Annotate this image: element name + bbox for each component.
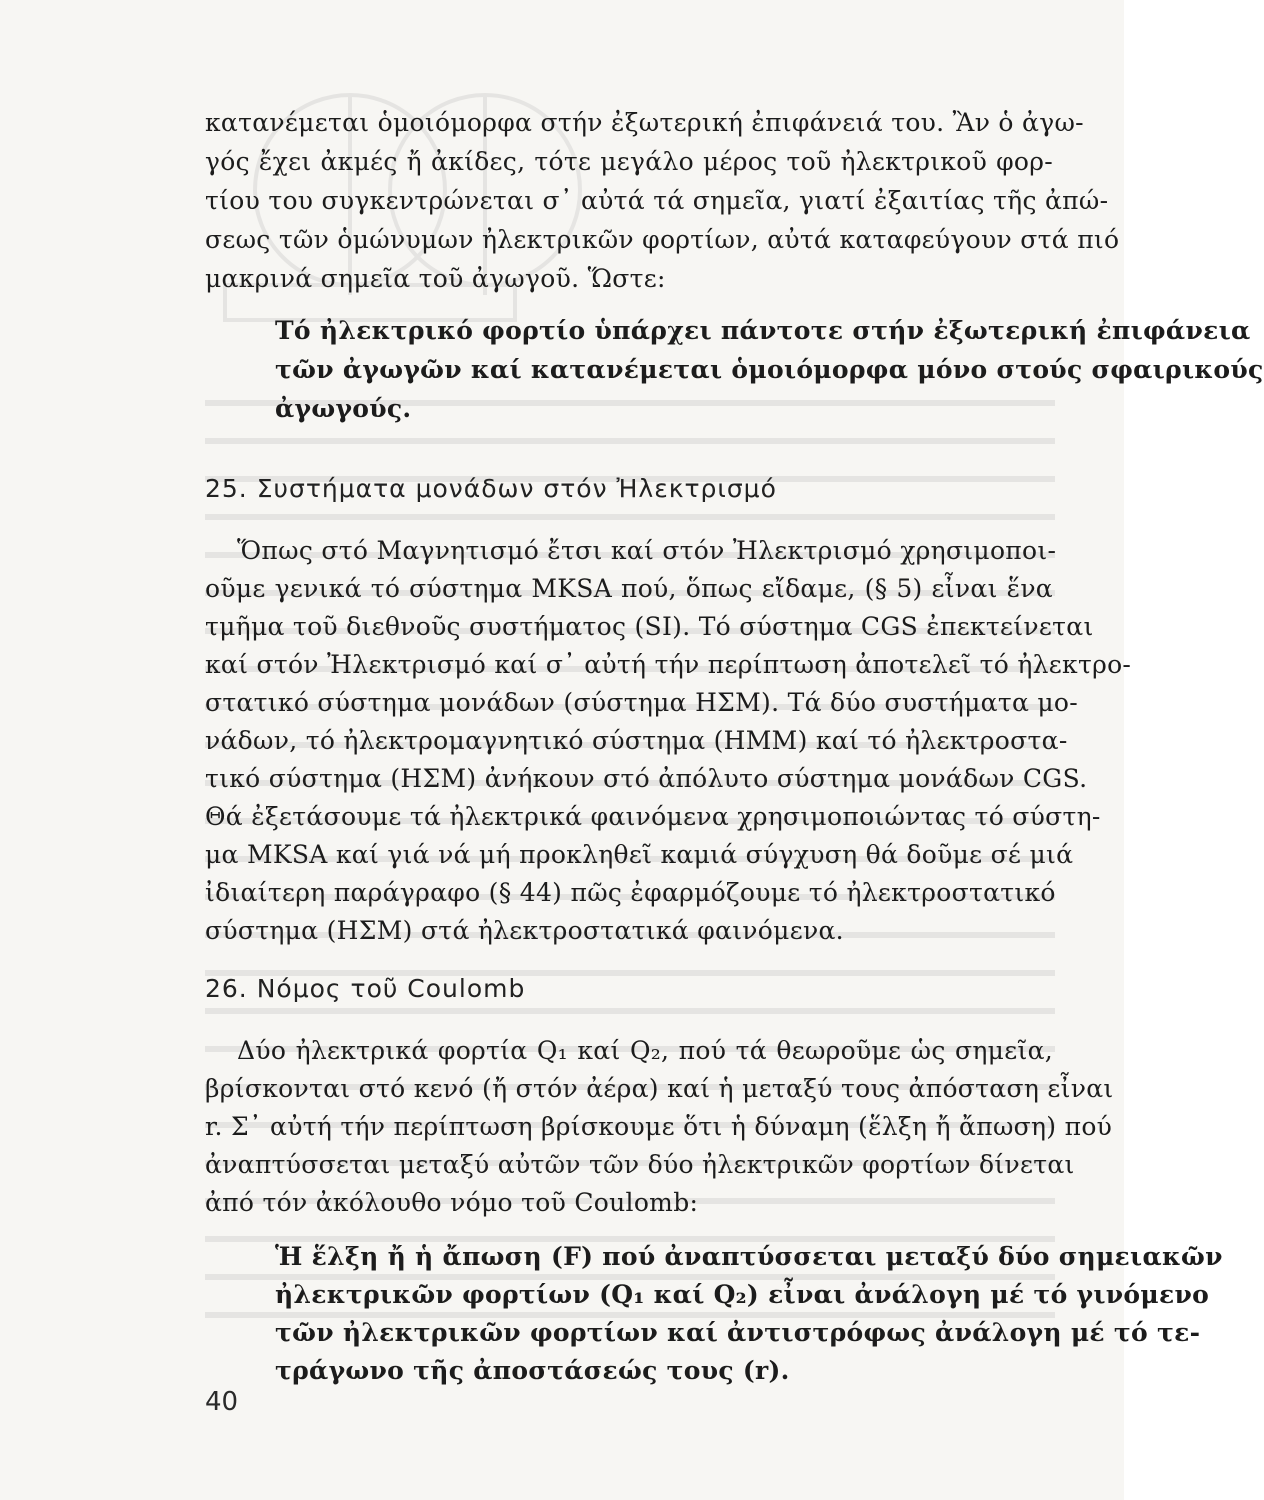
page-number: 40	[205, 1387, 239, 1417]
body-text-line: τμῆμα τοῦ διεθνοῦς συστήματος (SI). Τό σύστημα CGS ἐπεκτείνεται	[205, 612, 1094, 641]
rule-statement-line: τράγωνο τῆς ἀποστάσεώς τους (r).	[275, 1356, 790, 1385]
rule-statement-line: τῶν ἀγωγῶν καί κατανέμεται ὁμοιόμορφα μόνο στούς σφαιρικούς	[275, 355, 1264, 384]
body-text-line: οῦμε γενικά τό σύστημα MKSA πού, ὅπως εἴδαμε, (§ 5) εἶναι ἕνα	[205, 574, 1053, 603]
body-text-line: ἀπό τόν ἀκόλουθο νόμο τοῦ Coulomb:	[205, 1188, 699, 1217]
body-text-line: τικό σύστημα (ΗΣΜ) ἀνήκουν στό ἀπόλυτο σύστημα μονάδων CGS.	[205, 764, 1088, 793]
body-text-line	[205, 1034, 1053, 1068]
body-text: Ὅπως στό Μαγνητισμό ἔτσι καί στόν Ἠλεκτρισμό χρησιμοποι-	[237, 536, 1057, 565]
body-text-line: ἀναπτύσσεται μεταξύ αὐτῶν τῶν δύο ἠλεκτρικῶν φορτίων δίνεται	[205, 1150, 1075, 1179]
body-text-line: ἰδιαίτερη παράγραφο (§ 44) πῶς ἐφαρμόζουμε τό ἠλεκτροστατικό	[205, 878, 1056, 907]
body-text-line: καί στόν Ἠλεκτρισμό καί σ᾽ αὐτή τήν περίπτωση ἀποτελεῖ τό ἠλεκτρο-	[205, 650, 1132, 679]
rule-statement-line: Ἡ ἕλξη ἤ ἡ ἄπωση (F) πού ἀναπτύσσεται μεταξύ δύο σημειακῶν	[275, 1242, 1223, 1271]
rule-statement-line: Τό ἠλεκτρικό φορτίο ὑπάρχει πάντοτε στήν ἐξωτερική ἐπιφάνεια	[275, 316, 1251, 345]
body-text-line: νάδων, τό ἠλεκτρομαγνητικό σύστημα (ΗΜΜ) καί τό ἠλεκτροστα-	[205, 726, 1068, 755]
body-text-line: γός ἔχει ἀκμές ἤ ἀκίδες, τότε μεγάλο μέρος τοῦ ἠλεκτρικοῦ φορ-	[205, 147, 1053, 176]
body-text-line: στατικό σύστημα μονάδων (σύστημα ΗΣΜ). Τά δύο συστήματα μο-	[205, 688, 1079, 717]
body-text-line: σύστημα (ΗΣΜ) στά ἠλεκτροστατικά φαινόμενα.	[205, 916, 844, 945]
body-text-line: σεως τῶν ὁμώνυμων ἠλεκτρικῶν φορτίων, αὐτά καταφεύγουν στά πιό	[205, 225, 1120, 254]
body-text-line: τίου του συγκεντρώνεται σ᾽ αὐτά τά σημεῖα, γιατί ἐξαιτίας τῆς ἀπώ-	[205, 186, 1109, 215]
section-number: 25.	[205, 474, 248, 503]
body-text-line: κατανέμεται ὁμοιόμορφα στήν ἐξωτερική ἐπιφάνειά του. Ἂν ὁ ἀγω-	[205, 108, 1084, 137]
section-title: Νόμος τοῦ Coulomb	[256, 974, 526, 1003]
body-text-line: βρίσκονται στό κενό (ἤ στόν ἀέρα) καί ἡ μεταξύ τους ἀπόσταση εἶναι	[205, 1074, 1114, 1103]
section-heading-26	[205, 972, 525, 1006]
body-text-line: r. Σ᾽ αὐτή τήν περίπτωση βρίσκουμε ὅτι ἡ δύναμη (ἕλξη ἤ ἄπωση) πού	[205, 1112, 1113, 1141]
section-title: Συστήματα μονάδων στόν Ἠλεκτρισμό	[256, 474, 777, 503]
rule-statement-line: ἠλεκτρικῶν φορτίων (Q₁ καί Q₂) εἶναι ἀνάλογη μέ τό γινόμενο	[275, 1280, 1210, 1309]
body-text-line: Θά ἐξετάσουμε τά ἠλεκτρικά φαινόμενα χρησιμοποιώντας τό σύστη-	[205, 802, 1101, 831]
body-text-line: μα MKSA καί γιά νά μή προκληθεῖ καμιά σύγχυση θά δοῦμε σέ μιά	[205, 840, 1074, 869]
section-heading-25	[205, 472, 777, 506]
rule-statement-line: ἀγωγούς.	[275, 394, 412, 423]
rule-statement-line: τῶν ἠλεκτρικῶν φορτίων καί ἀντιστρόφως ἀνάλογη μέ τό τε-	[275, 1318, 1201, 1347]
body-text-line	[205, 534, 1057, 568]
body-text: Δύο ἠλεκτρικά φορτία Q₁ καί Q₂, πού τά θεωροῦμε ὡς σημεῖα,	[237, 1036, 1053, 1065]
body-text-line: μακρινά σημεῖα τοῦ ἀγωγοῦ. Ὥστε:	[205, 264, 666, 293]
section-number: 26.	[205, 974, 248, 1003]
